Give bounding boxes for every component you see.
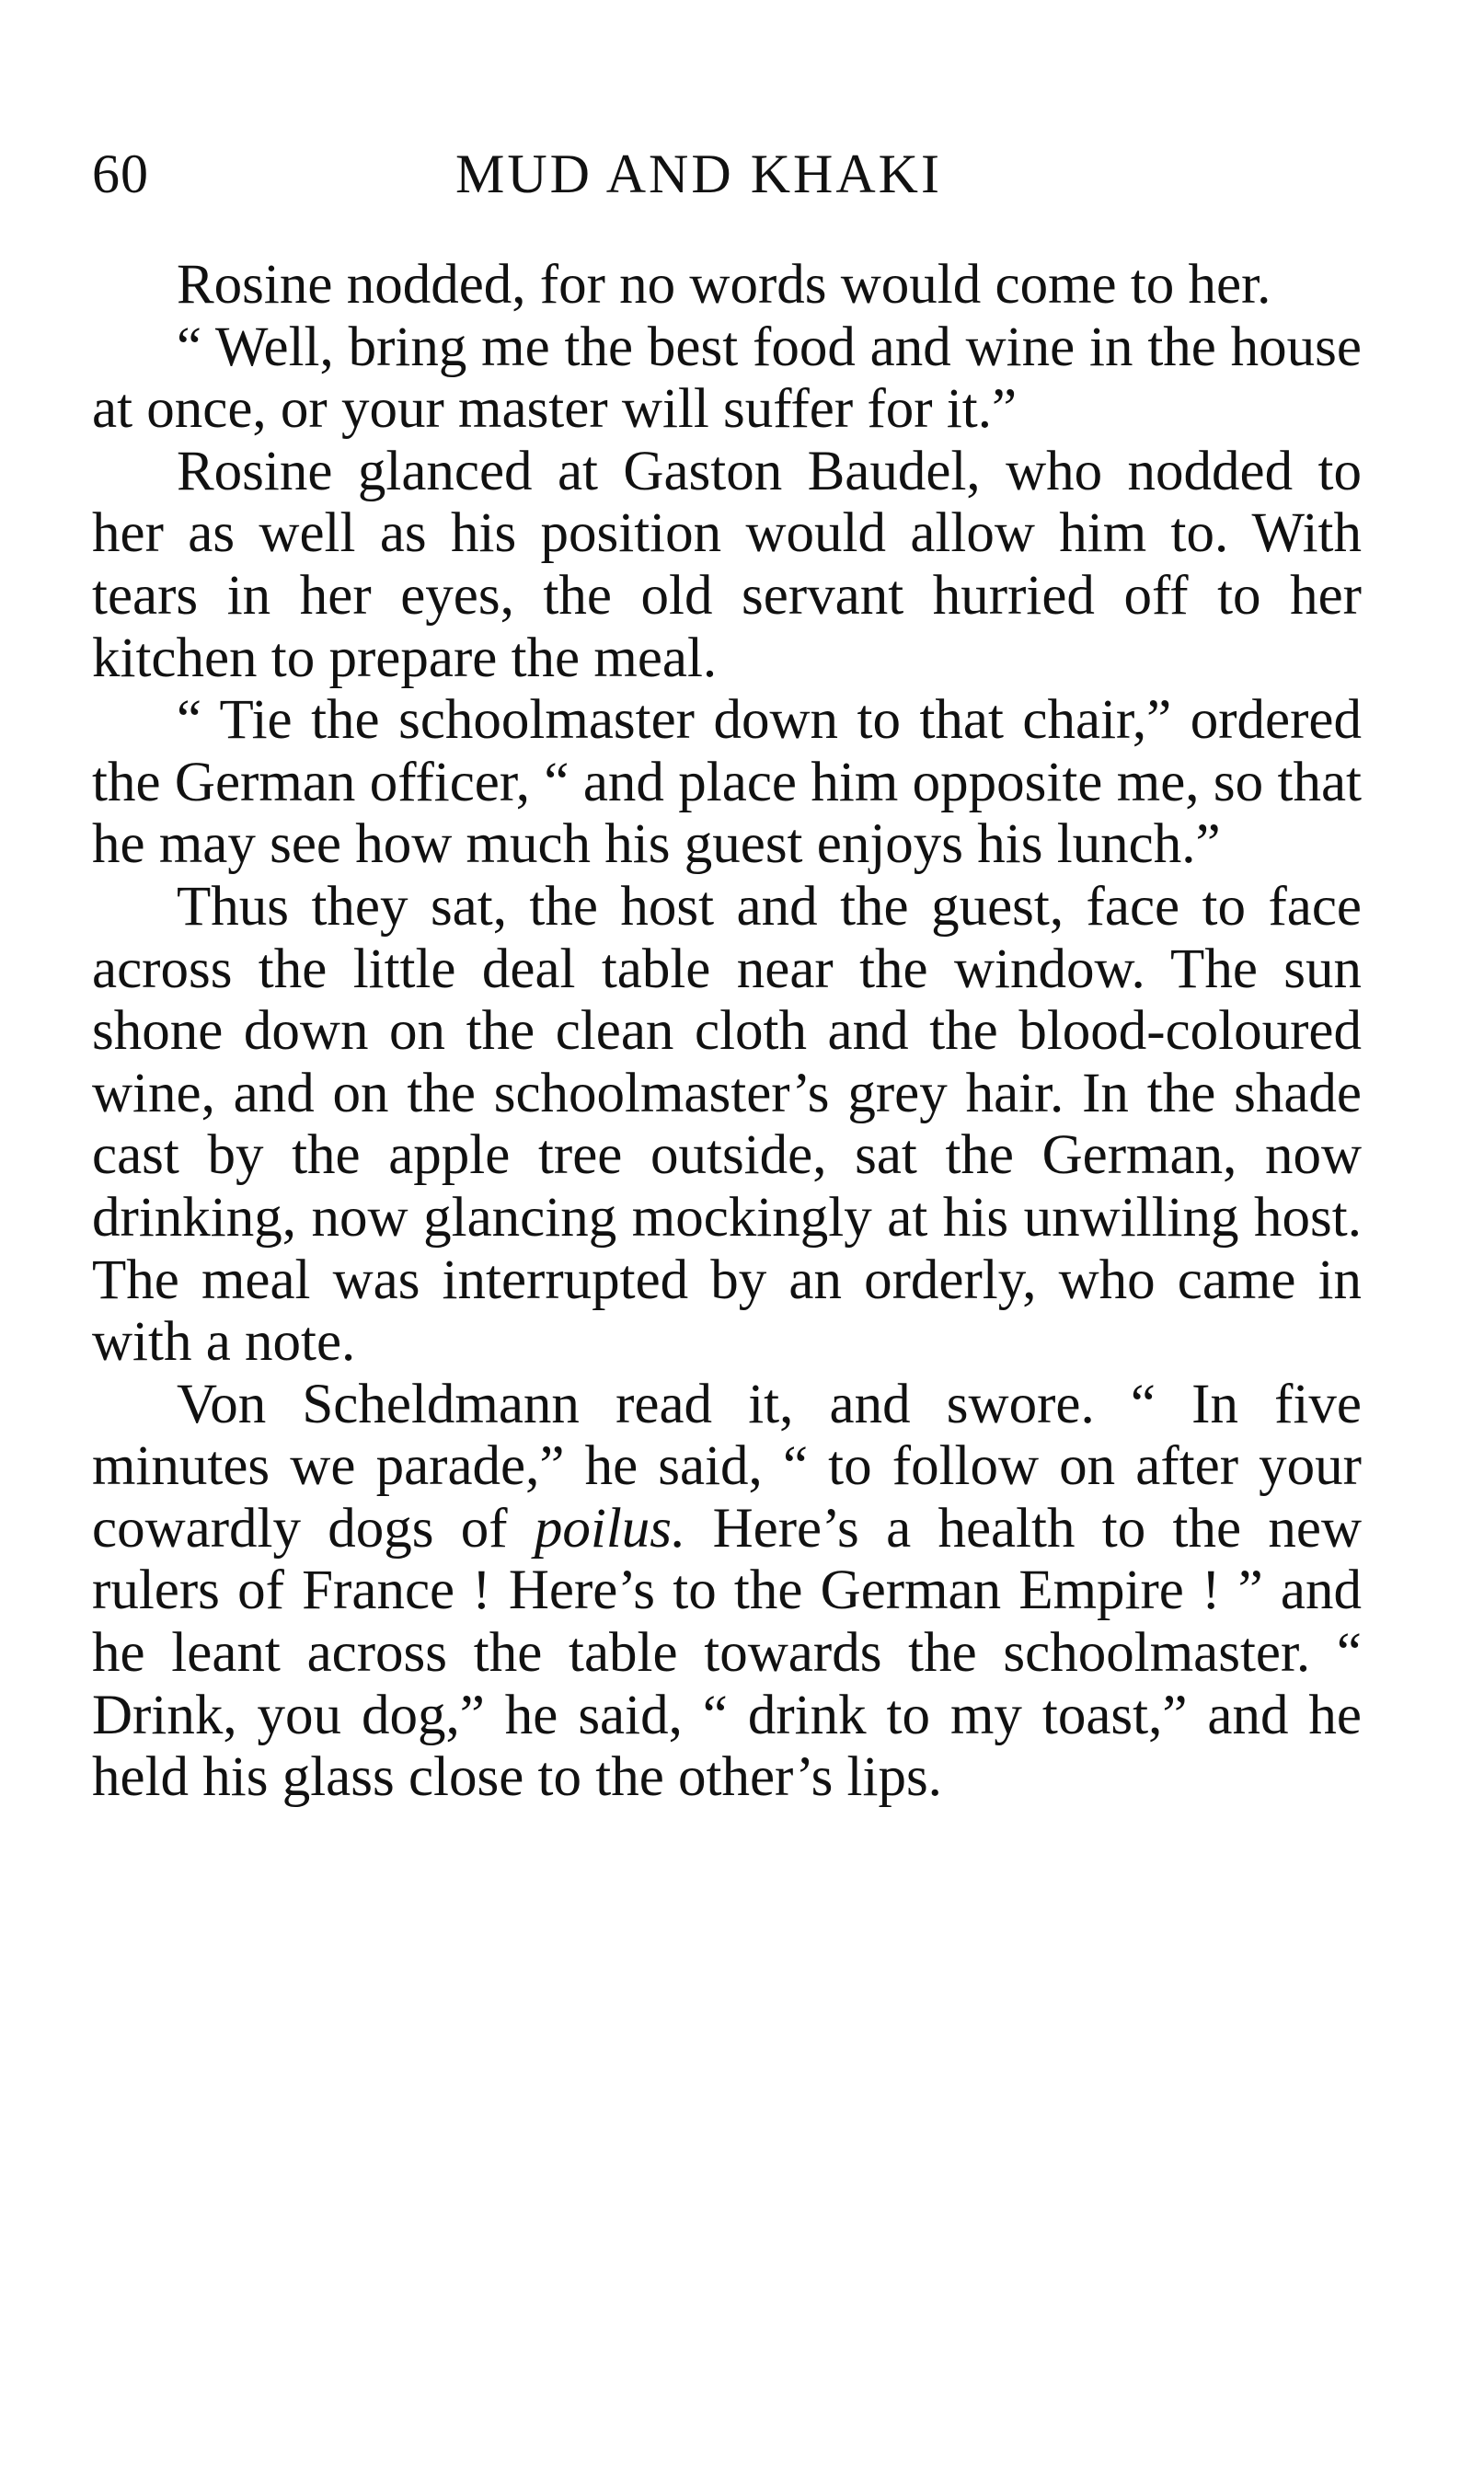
paragraph: Rosine nodded, for no words would come to her. (177, 254, 1271, 316)
paragraph (92, 1374, 1362, 1809)
running-title: MUD AND KHAKI (455, 144, 942, 204)
paragraph: “ Well, bring me the best food and wine in the house at once, or your master will suffer for it.” (92, 316, 1362, 441)
page-number: 60 (92, 144, 149, 204)
paragraph: Rosine glanced at Gaston Baudel, who nodded to her as well as his position would allow him to. With tears in her eyes, the old servant hurried off to her kitchen to prepare the meal. (92, 440, 1362, 689)
paragraph-text: Von Scheldmann read it, and swore. “ In five minutes we parade,” he said, “ to follow on after your cowardly dogs of (92, 1373, 1362, 1560)
paragraph: Thus they sat, the host and the guest, face to face across the little deal table near the window. The sun shone down on the clean cloth and the blood-coloured wine, and on the schoolmaster’s grey hair. In the shade cast by the apple tree outside, sat the German, now drinking, now glancing mockingly at his unwilling host. The meal was interrupted by an orderly, who came in with a note. (92, 875, 1362, 1374)
page-header (92, 143, 1362, 216)
paragraph-text: Here’s a health to the new rulers of France ! Here’s to the German Empire ! ” and he leant across the table towards the schoolmaster. “ Drink, you dog,” he said, “ drink to my toast,” and he held his glass close to the other’s lips. (92, 1497, 1362, 1809)
body-text (92, 254, 1362, 1809)
italic-word: poilus. (534, 1497, 686, 1560)
paragraph: “ Tie the schoolmaster down to that chair,” ordered the German officer, “ and place him opposite me, so that he may see how much his guest enjoys his lunch.” (92, 689, 1362, 876)
